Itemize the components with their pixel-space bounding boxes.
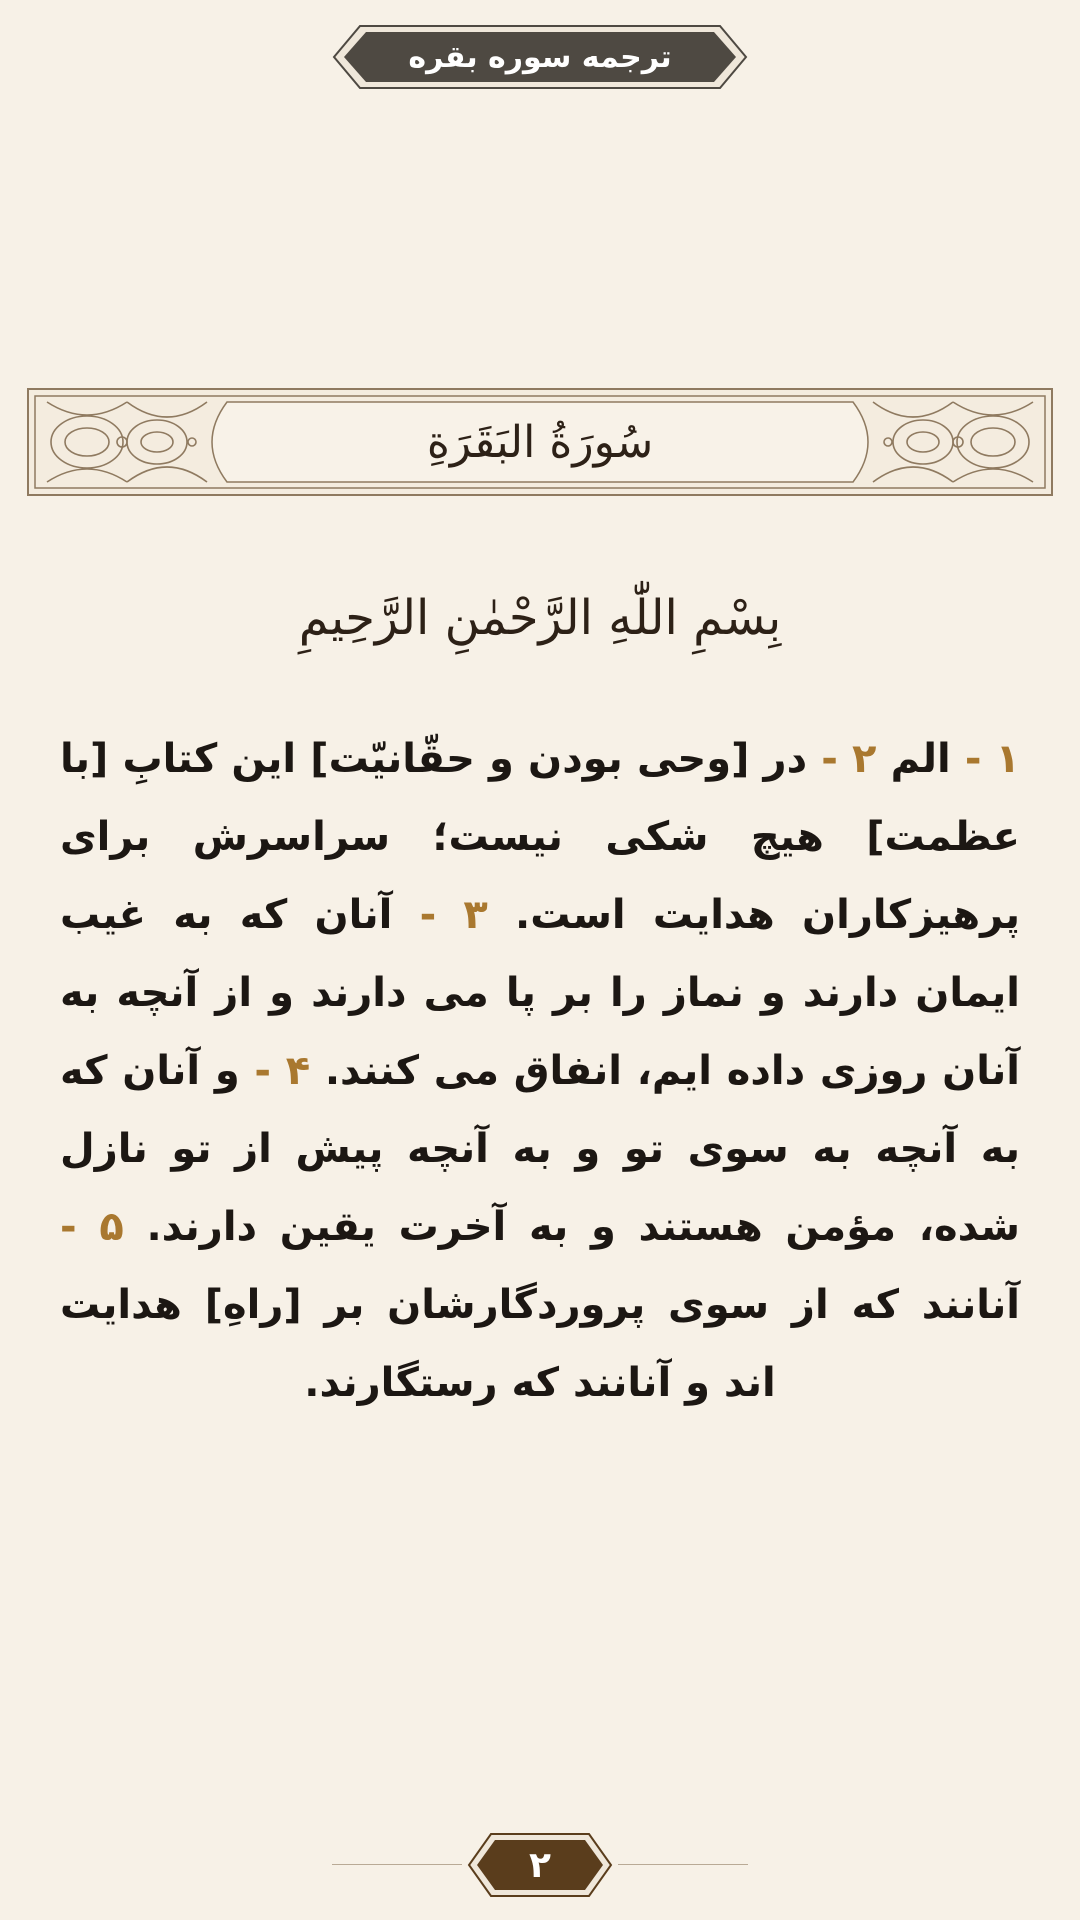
divider-right	[618, 1864, 748, 1865]
verse-text-1: الم	[876, 736, 965, 782]
page-title-badge	[330, 22, 750, 92]
verse-text-3: آنان که به غیب ایمان دارند و نماز را بر پا می دارند و از آنچه به آنان روزی داده ایم، انفاق می کنند.	[60, 892, 1020, 1094]
verse-number-5: ۵ -	[60, 1204, 124, 1250]
verse-text-2: در [وحی بودن و حقّانیّت] این کتابِ [با عظمت] هیچ شکی نیست؛ سراسرش برای پرهیزکاران هدایت است.	[60, 736, 1020, 938]
translation-text	[60, 720, 1020, 1422]
divider-left	[332, 1864, 462, 1865]
page-number-footer	[0, 1830, 1080, 1900]
verse-text-4: و آنان که به آنچه به سوی تو و به آنچه پیش از تو نازل شده، مؤمن هستند و به آخرت یقین دارند.	[60, 1048, 1021, 1250]
bismillah: بِسْمِ اللّٰهِ الرَّحْمٰنِ الرَّحِيمِ	[298, 590, 782, 646]
verse-number-3: ۳ -	[419, 892, 488, 938]
page-title: ترجمه سوره بقره	[408, 39, 672, 75]
page-number-badge	[465, 1830, 615, 1900]
surah-name: سُورَةُ البَقَرَةِ	[426, 416, 654, 468]
verse-number-2: ۲ -	[821, 736, 877, 782]
surah-header-frame	[27, 388, 1053, 496]
verse-number-1: ۱ -	[964, 736, 1020, 782]
verse-text-5: آنانند که از سوی پروردگارشان بر [راهِ] هدایت اند و آنانند که رستگارند.	[60, 1282, 1020, 1406]
verse-number-4: ۴ -	[254, 1048, 311, 1094]
page-number: ۲	[529, 1844, 551, 1886]
